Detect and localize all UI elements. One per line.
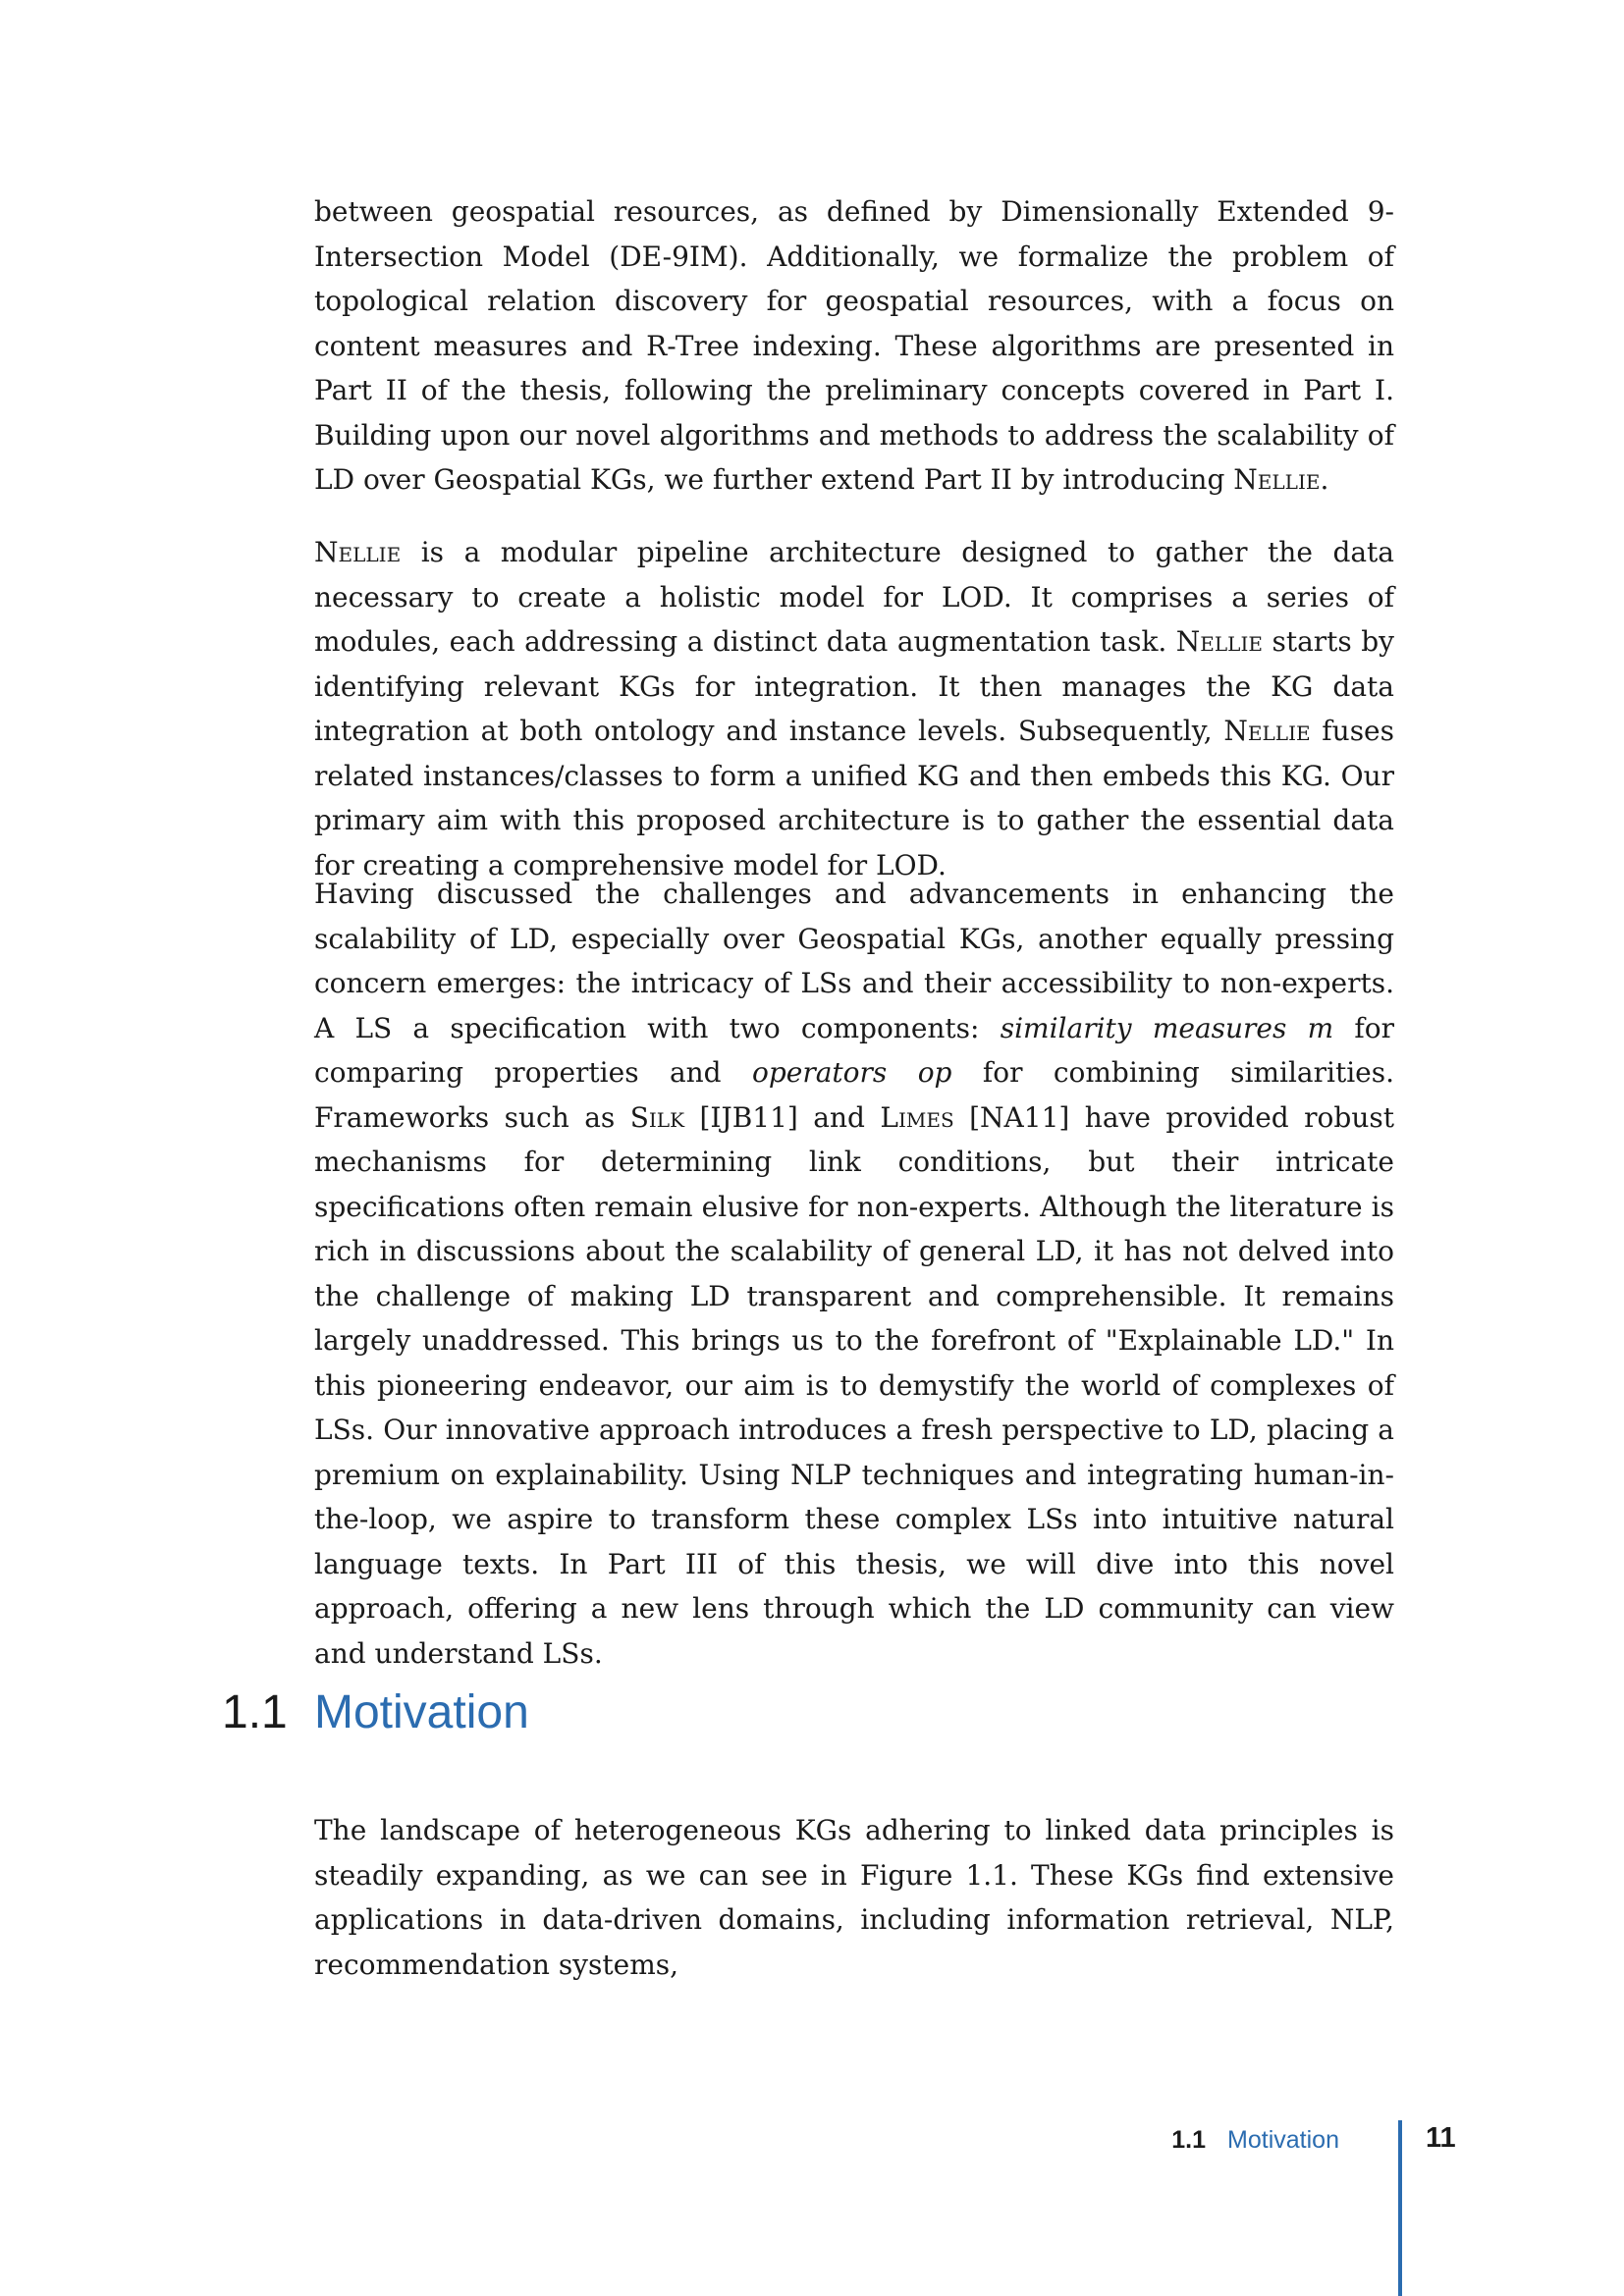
italic-term: operators [752,1056,888,1089]
citation-text: [IJB11] and [684,1100,881,1134]
section-heading [222,1685,529,1740]
silk-name: Silk [629,1100,685,1134]
running-footer [1171,2124,1339,2156]
text-span: . [1320,463,1329,496]
nellie-name: Nellie [1223,715,1311,747]
text-span: between geospatial resources, as defined by Dimensionally Extended 9-Intersection Model (DE-9IM). Additionally, we formalize the problem of topological relation discovery for geospatial resources, with a focus on content measures and R-Tree indexing. These algorithms are presented in Part II of the thesis, following the preliminary concepts covered in Part I. Building upon our novel algorithms and methods to address the scalability of LD over Geospatial KGs, we further extend Part II by introducing [314,195,1394,496]
nellie-name: Nellie [1233,463,1321,496]
math-symbol: op [917,1056,952,1089]
math-symbol: m [1307,1011,1334,1044]
text-span: is a modular pipeline architecture designed to gather the data necessary to create a holistic model for LOD. It comprises a series of modules, each addressing a distinct data augmentation task. [314,536,1394,658]
text-span: Having discussed the challenges and advancements in enhancing the scalability of LD, especially over Geospatial KGs, another equally pressing concern emerges: the intricacy of LSs and their accessibility to non-experts. A LS a specification with two components: [314,878,1394,1044]
text-span: starts by identifying relevant KGs for integration. It then manages the KG data integration at both ontology and instance levels. Subsequently, [314,625,1394,747]
italic-term: similarity measures [1000,1011,1287,1044]
footer-divider [1398,2120,1402,2296]
text-span: The landscape of heterogeneous KGs adhering to linked data principles is steadily expanding, as we can see in Figure 1.1. These KGs find extensive applications in data-driven domains, including information retrieval, NLP, recommendation systems, [314,1814,1394,1981]
paragraph-explainable-ld [314,872,1394,1676]
footer-section-title: Motivation [1227,2126,1339,2154]
text-span: [NA11] have provided robust mechanisms for determining link conditions, but their intricate specifications often remain elusive for non-experts. Although the literature is rich in discussions about the scalability of general LD, it has not delved into the challenge of making LD transparent and comprehensible. It remains largely unaddressed. This brings us to the forefront of "Explainable LD." In this pioneering endeavor, our aim is to demystify the world of complexes of LSs. Our innovative approach introduces a fresh perspective to LD, placing a premium on explainability. Using NLP techniques and integrating human-in-the-loop, we aspire to transform these complex LSs into intuitive natural language texts. In Part III of this thesis, we will dive into this novel approach, offering a new lens through which the LD community can view and understand LSs. [314,1100,1394,1670]
paragraph-intro-continuation [314,189,1394,503]
footer-section-number: 1.1 [1171,2126,1207,2154]
paragraph-motivation [314,1808,1394,1987]
text-span: for combining similarities. Frameworks such as [314,1056,1395,1134]
limes-name: Limes [880,1100,954,1134]
text-span: fuses related instances/classes to form a unified KG and then embeds this KG. Our primary aim with this proposed architecture is to gather the essential data for creating a comprehensive model for LOD. [314,715,1394,881]
section-title: Motivation [314,1686,529,1738]
section-number: 1.1 [222,1686,288,1738]
nellie-name: Nellie [1175,625,1263,658]
nellie-name: Nellie [314,536,402,568]
paragraph-nellie [314,530,1394,887]
text-span: for comparing properties and [314,1011,1394,1089]
page-number: 11 [1426,2122,1456,2154]
